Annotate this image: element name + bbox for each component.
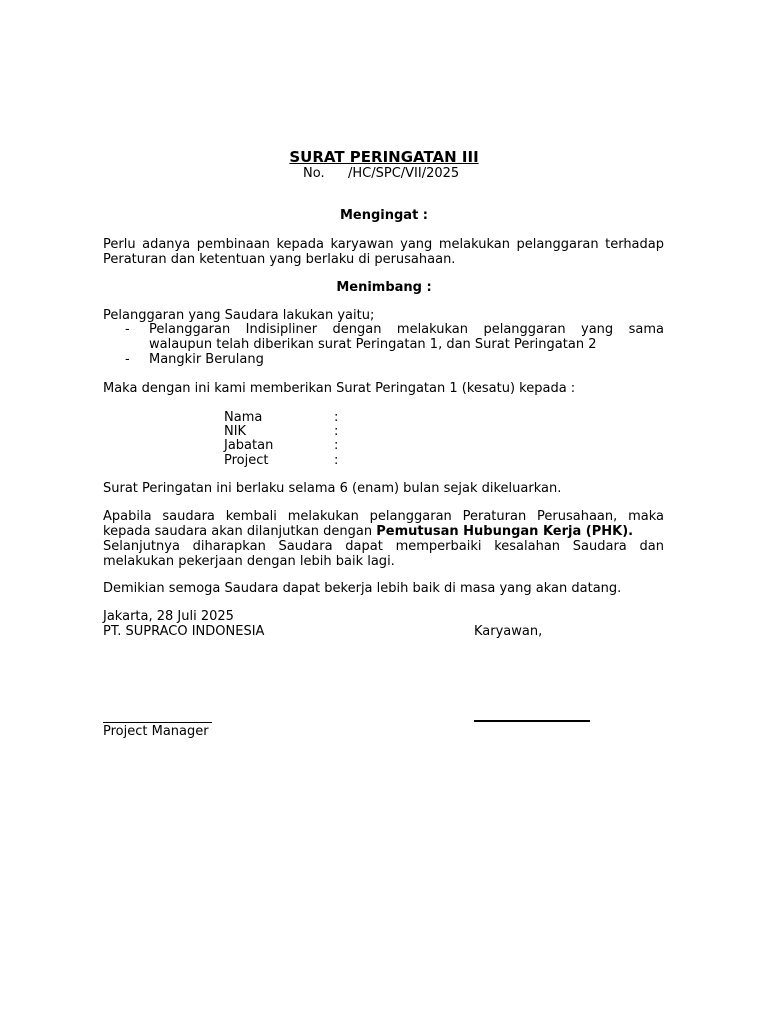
employee-label: Karyawan, (474, 624, 543, 639)
company-name: PT. SUPRACO INDONESIA (103, 624, 265, 639)
signature-line-manager (103, 711, 212, 723)
consequence-paragraph (103, 509, 664, 569)
letter-title: SURAT PERINGATAN III (289, 148, 479, 166)
mengingat-line: Perlu adanya pembinaan kepada karyawan yang melakukan pelanggaran terhadap (103, 237, 664, 252)
mengingat-paragraph (103, 237, 664, 267)
field-colon: : (334, 410, 339, 425)
number-label: No. (303, 166, 325, 181)
violations-intro: Pelanggaran yang Saudara lakukan yaitu; (103, 308, 375, 323)
validity-statement: Surat Peringatan ini berlaku selama 6 (enam) bulan sejak dikeluarkan. (103, 481, 562, 496)
mengingat-heading: Mengingat : (339, 208, 429, 223)
field-colon: : (334, 438, 339, 453)
place-date: Jakarta, 28 Juli 2025 (103, 609, 234, 624)
violation-line: Pelanggaran Indisipliner dengan melakukan pelanggaran yang sama (149, 322, 664, 337)
field-colon: : (334, 453, 339, 468)
violation-item: Mangkir Berulang (149, 352, 264, 367)
violation-item (149, 322, 664, 352)
closing-statement: Demikian semoga Saudara dapat bekerja lebih baik di masa yang akan datang. (103, 581, 622, 596)
violation-line: walaupun telah diberikan surat Peringatan 1, dan Surat Peringatan 2 (149, 337, 597, 352)
consequence-text: kepada saudara akan dilanjutkan dengan (103, 524, 377, 539)
phk-emphasis: Pemutusan Hubungan Kerja (PHK). (376, 524, 634, 539)
menimbang-heading: Menimbang : (336, 280, 432, 295)
issue-statement: Maka dengan ini kami memberikan Surat Peringatan 1 (kesatu) kepada : (103, 381, 576, 396)
field-label-jabatan: Jabatan (224, 438, 274, 453)
violation-bullet: - (125, 322, 130, 337)
consequence-line: Apabila saudara kembali melakukan pelanggaran Peraturan Perusahaan, maka (103, 509, 664, 524)
field-label-project: Project (224, 453, 269, 468)
violation-bullet: - (125, 352, 130, 367)
mengingat-line: Peraturan dan ketentuan yang berlaku di perusahaan. (103, 252, 456, 267)
number-value: /HC/SPC/VII/2025 (348, 166, 460, 181)
letter-number (303, 166, 459, 181)
field-label-nik: NIK (224, 424, 247, 439)
field-colon: : (334, 424, 339, 439)
field-label-nama: Nama (224, 410, 263, 425)
signature-line-employee (474, 711, 590, 722)
consequence-line: melakukan pekerjaan dengan lebih baik lagi. (103, 554, 395, 569)
signer-role: Project Manager (103, 724, 209, 739)
consequence-line: Selanjutnya diharapkan Saudara dapat memperbaiki kesalahan Saudara dan (103, 539, 664, 554)
consequence-line (103, 524, 664, 539)
